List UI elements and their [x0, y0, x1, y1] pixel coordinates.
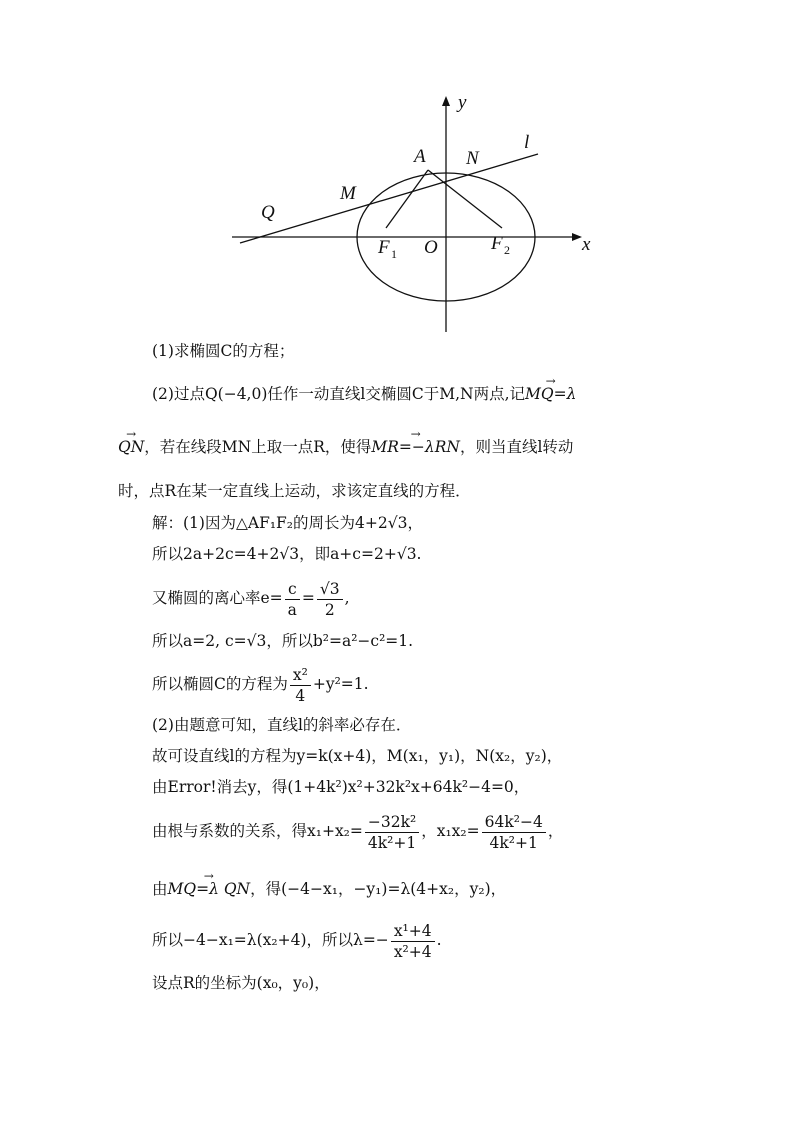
fraction-product: $\frac{\text{64k²−4}}{\text{4k²+1}}$ [482, 812, 546, 853]
problem-part-1: (1)求椭圆C的方程； [152, 342, 295, 360]
vieta-end: ， [547, 822, 564, 840]
label-l: l [524, 132, 530, 153]
vieta-text: 由根与系数的关系，得x₁+x₂= [152, 822, 363, 840]
solution-line-11 [152, 916, 442, 964]
label-n: N [466, 148, 479, 169]
problem-part-2-line-3: 时，点R在某一定直线上运动，求该定直线的方程． [118, 482, 471, 500]
vieta-product-text: ，x₁x₂= [421, 822, 480, 840]
fraction-lambda: $\frac{\text{x¹+4}}{\text{x²+4}}$ [391, 921, 435, 962]
label-f2-sub: 2 [504, 243, 510, 257]
solution-line-8: 由Error!消去y，得(1+4k²)x²+32k²x+64k²−4=0， [152, 778, 530, 796]
label-f1: F [378, 237, 390, 258]
vector-mr: → MR=−λRN [371, 427, 460, 456]
label-q: Q [261, 202, 275, 223]
solution-line-10 [152, 869, 507, 900]
vector-relation-text: ，得(−4−x₁，−y₁)=λ(4+x₂，y₂)， [250, 880, 507, 898]
solution-line-4: 所以a=2, c=√3，所以b²=a²−c²=1. [152, 632, 414, 650]
label-m: M [340, 183, 356, 204]
label-a: A [414, 146, 426, 167]
y-axis-arrow [442, 96, 450, 106]
solution-line-9 [152, 806, 563, 856]
ellipse-equation-end: +y²=1. [312, 675, 369, 693]
solution-line-6: (2)由题意可知，直线l的斜率必存在． [152, 716, 412, 734]
vector-relation-prefix: 由 [152, 880, 168, 898]
label-x: x [582, 234, 591, 255]
solution-line-3: 又椭圆的离心率e= $\frac{c}{a}$ = $\frac{√3}{2}$ , [152, 579, 350, 619]
solution-line-12: 设点R的坐标为(x₀，y₀)， [152, 974, 330, 992]
ellipse-figure [232, 92, 600, 332]
segment-af2 [428, 170, 502, 228]
problem-part-2-text: (2)过点Q(−4,0)任作一动直线l交椭圆C于M,N两点,记 [152, 385, 526, 403]
label-f2: F [491, 233, 503, 254]
lambda-text: 所以−4−x₁=λ(x₂+4)，所以λ=− [152, 931, 389, 949]
problem-part-2-end: ，则当直线l转动 [459, 438, 574, 456]
eccentricity-text: 又椭圆的离心率e= [152, 589, 283, 607]
vector-mq-lambda-qn: → MQ=λ QN [167, 869, 251, 898]
solution-line-2: 所以2a+2c=4+2√3，即a+c=2+√3. [152, 545, 422, 563]
ellipse-equation-text: 所以椭圆C的方程为 [152, 675, 288, 693]
line-l [240, 154, 538, 243]
ellipse-diagram [232, 92, 600, 332]
fraction-x2-over-4: $\frac{\text{x²}}{4}$ [290, 665, 311, 706]
label-y: y [458, 92, 467, 113]
fraction-sum: $\frac{\text{−32k²}}{\text{4k²+1}}$ [365, 812, 419, 853]
solution-line-1: 解：(1)因为△AF₁F₂的周长为4+2√3， [152, 514, 423, 532]
lambda-end: . [436, 931, 442, 949]
vector-mq-lambda: → MQ=λ [525, 374, 577, 403]
solution-line-5 [152, 662, 369, 706]
problem-part-2-mid: ，若在线段MN上取一点R，使得 [144, 438, 372, 456]
label-o: O [424, 237, 438, 258]
x-axis-arrow [572, 233, 582, 241]
fraction-sqrt3-over-2: $\frac{√3}{2}$ [317, 579, 343, 620]
problem-part-2-line-1 [152, 374, 577, 405]
problem-part-2-line-2 [118, 427, 574, 458]
vector-qn: → QN [118, 427, 145, 456]
fraction-c-over-a: $\frac{c}{a}$ [285, 579, 300, 620]
label-f1-sub: 1 [391, 247, 397, 261]
solution-line-7: 故可设直线l的方程为y=k(x+4)，M(x₁，y₁)，N(x₂，y₂)， [152, 747, 563, 765]
